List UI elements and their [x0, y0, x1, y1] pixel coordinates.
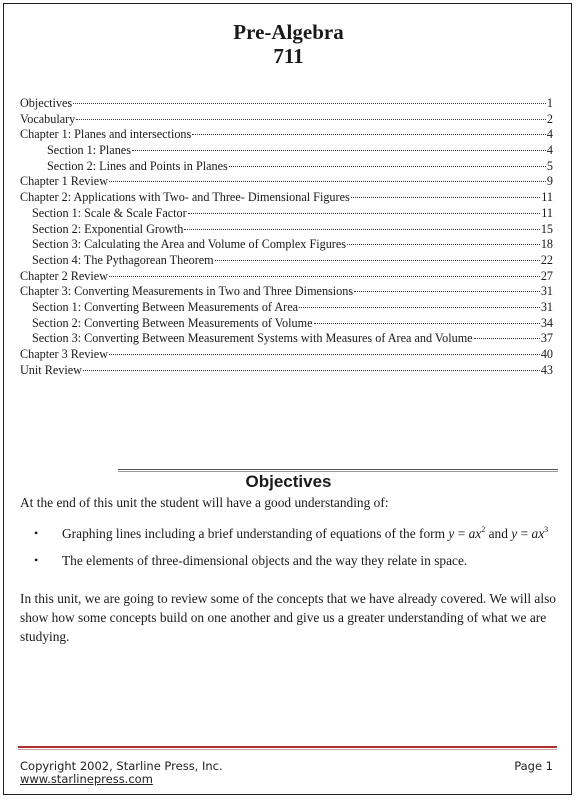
unit-number: 711	[273, 44, 304, 68]
toc-leader-dots	[83, 370, 540, 371]
toc-entry-label: Section 4: The Pythagorean Theorem	[32, 252, 214, 267]
toc-entry-page: 4	[546, 127, 553, 142]
toc-entry-label: Section 3: Converting Between Measurement Systems with Measures of Area and Volume	[32, 331, 473, 346]
toc-entry[interactable]	[20, 174, 553, 190]
objectives-intro: At the end of this unit the student will have a good understanding of:	[20, 495, 389, 510]
equation-term: ax	[468, 526, 482, 541]
toc-entry-label: Section 1: Converting Between Measurements of Area	[32, 299, 299, 314]
section-divider	[118, 469, 558, 470]
toc-entry[interactable]	[20, 269, 553, 285]
toc-entry-page: 27	[540, 268, 553, 283]
toc-entry[interactable]	[20, 96, 553, 112]
toc-entry-label: Section 2: Exponential Growth	[32, 221, 184, 236]
toc-entry-label: Chapter 3 Review	[20, 347, 108, 361]
toc-entry-label: Chapter 1: Planes and intersections	[20, 127, 192, 142]
publisher-link[interactable]: www.starlinepress.com	[20, 772, 153, 786]
toc-leader-dots	[184, 229, 540, 230]
toc-entry[interactable]	[20, 143, 553, 159]
toc-entry-label: Chapter 2: Applications with Two- and Three- Dimensional Figures	[20, 190, 350, 205]
toc-entry-page: 22	[540, 252, 553, 267]
toc-entry-page: 43	[540, 362, 553, 377]
toc-leader-dots	[132, 150, 546, 151]
toc-entry[interactable]	[20, 253, 553, 269]
conjunction: and	[488, 526, 508, 541]
copyright-text: Copyright 2002, Starline Press, Inc.	[20, 759, 223, 773]
toc-entry[interactable]	[20, 159, 553, 175]
toc-entry-label: Unit Review	[20, 362, 82, 377]
toc-entry-page: 31	[540, 299, 553, 314]
toc-leader-dots	[314, 323, 540, 324]
equation-term: ax	[531, 526, 545, 541]
objective-item: The elements of three-dimensional objects and the way they relate in space.	[62, 553, 468, 568]
toc-entry[interactable]	[20, 316, 553, 332]
toc-leader-dots	[354, 291, 540, 292]
toc-entry-label: Section 3: Calculating the Area and Volume of Complex Figures	[32, 237, 347, 252]
footer-rule-shadow	[18, 749, 557, 750]
equation-var: y	[511, 526, 518, 541]
toc-entry-page: 34	[540, 315, 553, 330]
objective-item: Graphing lines including a brief understanding of equations of the form $y = ax^2$ and $y = ax^3$	[62, 525, 549, 541]
bullet-icon: •	[34, 553, 39, 567]
toc-entry-page: 11	[541, 205, 553, 220]
toc-entry[interactable]	[20, 284, 553, 300]
toc-entry-label: Section 1: Scale & Scale Factor	[32, 205, 187, 220]
toc-leader-dots	[229, 166, 546, 167]
toc-entry-page: 40	[540, 347, 553, 361]
equation-var: y	[448, 526, 455, 541]
toc-entry-page: 37	[540, 331, 553, 346]
toc-entry-page: 2	[546, 111, 553, 126]
toc-entry[interactable]	[20, 331, 553, 347]
toc-leader-dots	[192, 134, 546, 135]
toc-entry-page: 11	[541, 190, 553, 205]
bullet-icon: •	[34, 526, 39, 540]
toc-entry-page: 1	[546, 96, 553, 110]
toc-leader-dots	[347, 244, 540, 245]
toc-entry-label: Chapter 2 Review	[20, 268, 108, 283]
toc-entry-label: Chapter 3: Converting Measurements in Two and Three Dimensions	[20, 284, 354, 299]
objective-item-text: Graphing lines including a brief understanding of equations of the form	[62, 526, 446, 541]
equation-exponent: 2	[481, 525, 486, 534]
toc-entry-page: 9	[546, 174, 553, 189]
toc-entry-label: Chapter 1 Review	[20, 174, 108, 189]
toc-entry-page: 5	[546, 158, 553, 173]
toc-entry-page: 15	[540, 221, 553, 236]
toc-leader-dots	[351, 197, 541, 198]
toc-entry[interactable]	[20, 190, 553, 206]
equation-exponent: 3	[544, 525, 549, 534]
page-title: Pre-Algebra	[233, 20, 344, 44]
page-number: Page 1	[514, 759, 553, 773]
toc-leader-dots	[474, 338, 540, 339]
table-of-contents	[20, 96, 553, 378]
toc-entry-label: Vocabulary	[20, 111, 76, 126]
toc-entry-label: Section 2: Lines and Points in Planes	[47, 158, 228, 173]
toc-leader-dots	[109, 181, 546, 182]
toc-leader-dots	[73, 103, 546, 104]
toc-entry[interactable]	[20, 222, 553, 238]
toc-entry-page: 4	[546, 143, 553, 158]
toc-entry[interactable]	[20, 206, 553, 222]
toc-entry[interactable]	[20, 127, 553, 143]
toc-leader-dots	[215, 260, 540, 261]
toc-entry-label: Section 2: Converting Between Measurements of Volume	[32, 315, 313, 330]
toc-entry[interactable]	[20, 300, 553, 316]
toc-entry-label: Section 1: Planes	[47, 143, 131, 158]
toc-entry-page: 18	[540, 237, 553, 252]
toc-entry[interactable]	[20, 237, 553, 253]
toc-leader-dots	[109, 276, 540, 277]
objectives-closing-paragraph: In this unit, we are going to review some of the concepts that we have already covered. We will also show how some concepts build on one another and give us a greater understanding of what we are studying.	[20, 591, 556, 644]
toc-entry[interactable]	[20, 363, 553, 379]
objectives-heading: Objectives	[245, 472, 332, 491]
toc-leader-dots	[188, 213, 541, 214]
toc-entry-page: 31	[540, 284, 553, 299]
toc-leader-dots	[299, 307, 540, 308]
toc-entry[interactable]	[20, 112, 553, 128]
footer-rule	[18, 746, 557, 748]
toc-entry-label: Objectives	[20, 96, 73, 110]
toc-leader-dots	[76, 119, 546, 120]
toc-entry[interactable]	[20, 347, 553, 363]
toc-leader-dots	[109, 354, 540, 355]
